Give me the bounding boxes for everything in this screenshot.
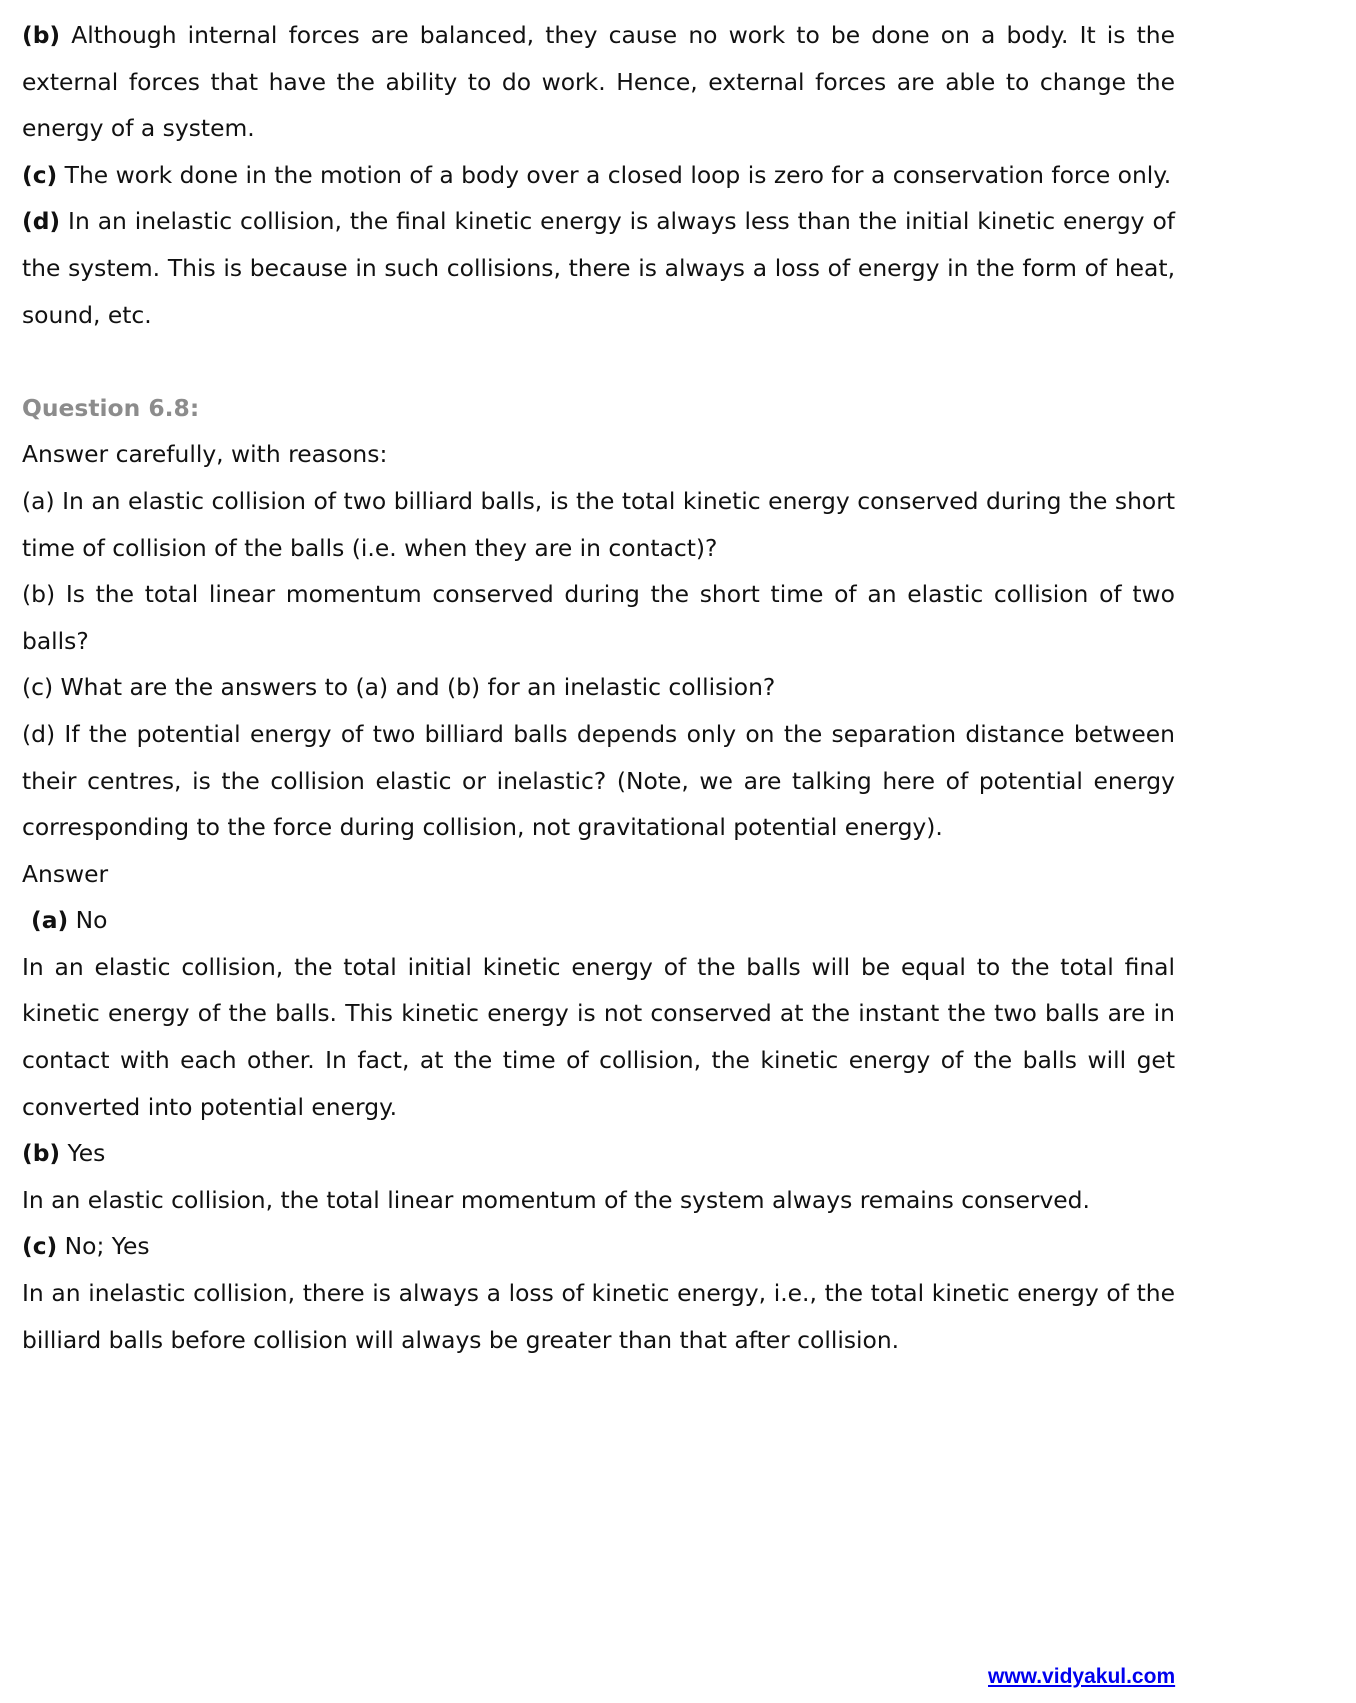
item-label: (c) [22, 160, 58, 189]
item-label: (a) [31, 906, 69, 935]
item-text: In an inelastic collision, the final kinetic energy is always less than the initial kinetic energy of the system. This is because in such collisions, there is always a loss of energy in the form of heat, sound, etc. [22, 207, 1175, 329]
verdict: Yes [60, 1139, 106, 1168]
question-part-d: (d) If the potential energy of two billiard balls depends only on the separation distance between their centres, is the collision elastic or inelastic? (Note, we are talking here of potential energy corresponding to the force during collision, not gravitational potential energy). [22, 719, 1175, 842]
answer-a-verdict [22, 897, 1175, 944]
question-part-b: (b) Is the total linear momentum conserved during the short time of an elastic collision of two balls? [22, 580, 1175, 655]
question-intro: Answer carefully, with reasons: [22, 440, 388, 469]
item-text: The work done in the motion of a body over a closed loop is zero for a conservation force only. [57, 160, 1172, 189]
answer-heading: Answer [22, 859, 109, 888]
item-label: (b) [22, 21, 61, 49]
answer-a-explanation: In an elastic collision, the total initial kinetic energy of the balls will be equal to the total final kinetic energy of the balls. This kinetic energy is not conserved at the instant the two balls are in contact with each other. In fact, at the time of collision, the kinetic energy of the balls will get converted into potential energy. [22, 952, 1175, 1121]
question-part-a: (a) In an elastic collision of two billiard balls, is the total kinetic energy conserved during the short time of collision of the balls (i.e. when they are in contact)? [22, 486, 1175, 562]
document-page [22, 12, 1175, 1363]
verdict: No [68, 906, 108, 935]
question-title: Question 6.8: [22, 393, 200, 422]
item-text: Although internal forces are balanced, they cause no work to be done on a body. It is the external forces that have the ability to do work. Hence, external forces are able to change the energy of a system. [22, 21, 1175, 143]
answer-c-verdict [22, 1223, 1175, 1270]
item-label: (b) [22, 1139, 61, 1168]
answer-b-explanation: In an elastic collision, the total linear momentum of the system always remains conserved. [22, 1185, 1090, 1214]
prev-answer-d [22, 198, 1175, 338]
item-label: (c) [22, 1232, 58, 1261]
verdict: No; Yes [57, 1232, 150, 1261]
question-part-c: (c) What are the answers to (a) and (b) for an inelastic collision? [22, 673, 776, 702]
prev-answer-c [22, 152, 1175, 199]
item-label: (d) [22, 207, 61, 236]
prev-answer-b [22, 12, 1175, 152]
website-link[interactable]: www.vidyakul.com [988, 1665, 1176, 1688]
answer-b-verdict [22, 1130, 1175, 1177]
answer-c-explanation: In an inelastic collision, there is always a loss of kinetic energy, i.e., the total kinetic energy of the billiard balls before collision will always be greater than that after collision. [22, 1279, 1175, 1354]
